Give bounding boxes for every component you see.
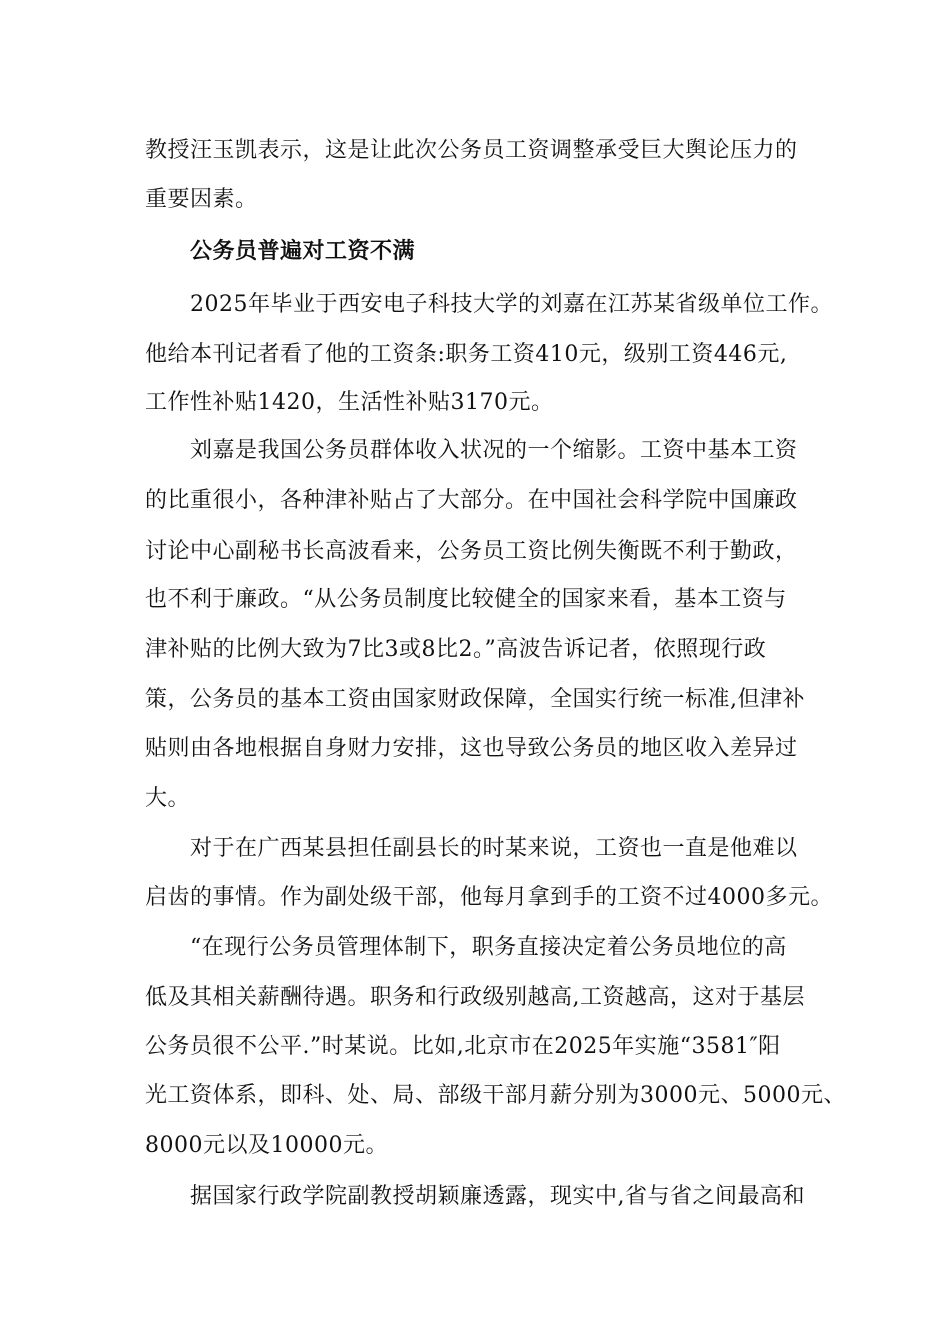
paragraph-line: 启齿的事情。作为副处级干部，他每月拿到手的工资不过4000多元。 [145,885,833,910]
paragraph-line: 讨论中心副秘书长高波看来，公务员工资比例失衡既不利于勤政， [145,539,798,564]
paragraph-line: 教授汪玉凯表示，这是让此次公务员工资调整承受巨大舆论压力的 [145,138,798,163]
paragraph-line: 津补贴的比例大致为7比3或8比2。”高波告诉记者，依照现行政 [145,637,767,662]
paragraph-line: 策，公务员的基本工资由国家财政保障，全国实行统一标准,但津补 [145,687,805,712]
paragraph-line: 的比重很小，各种津补贴占了大部分。在中国社会科学院中国廉政 [145,488,798,513]
paragraph-line: 8000元以及10000元。 [145,1133,388,1158]
paragraph-line: 2025年毕业于西安电子科技大学的刘嘉在江苏某省级单位工作。 [190,292,833,317]
paragraph-line: 他给本刊记者看了他的工资条:职务工资410元，级别工资446元, [145,342,788,367]
paragraph-line: 重要因素。 [145,187,258,212]
paragraph-line: 贴则由各地根据自身财力安排，这也导致公务员的地区收入差异过 [145,736,798,761]
paragraph-line: 公务员很不公平.”时某说。比如,北京市在2025年实施“3581″阳 [145,1034,781,1059]
paragraph-line: 大。 [145,786,191,811]
paragraph-line: 工作性补贴1420，生活性补贴3170元。 [145,390,554,415]
paragraph-line: 据国家行政学院副教授胡颖廉透露，现实中,省与省之间最高和 [190,1184,805,1209]
paragraph-line: 对于在广西某县担任副县长的时某来说，工资也一直是他难以 [190,836,798,861]
section-heading: 公务员普遍对工资不满 [190,239,416,264]
paragraph-line: 光工资体系，即科、处、局、部级干部月薪分别为3000元、5000元、 [145,1083,846,1108]
paragraph-line: 刘嘉是我国公务员群体收入状况的一个缩影。工资中基本工资 [190,438,798,463]
paragraph-line: 也不利于廉政。“从公务员制度比较健全的国家来看，基本工资与 [145,587,787,612]
paragraph-line: 低及其相关薪酬待遇。职务和行政级别越高,工资越高，这对于基层 [145,985,805,1010]
paragraph-line: “在现行公务员管理体制下，职务直接决定着公务员地位的高 [190,935,787,960]
